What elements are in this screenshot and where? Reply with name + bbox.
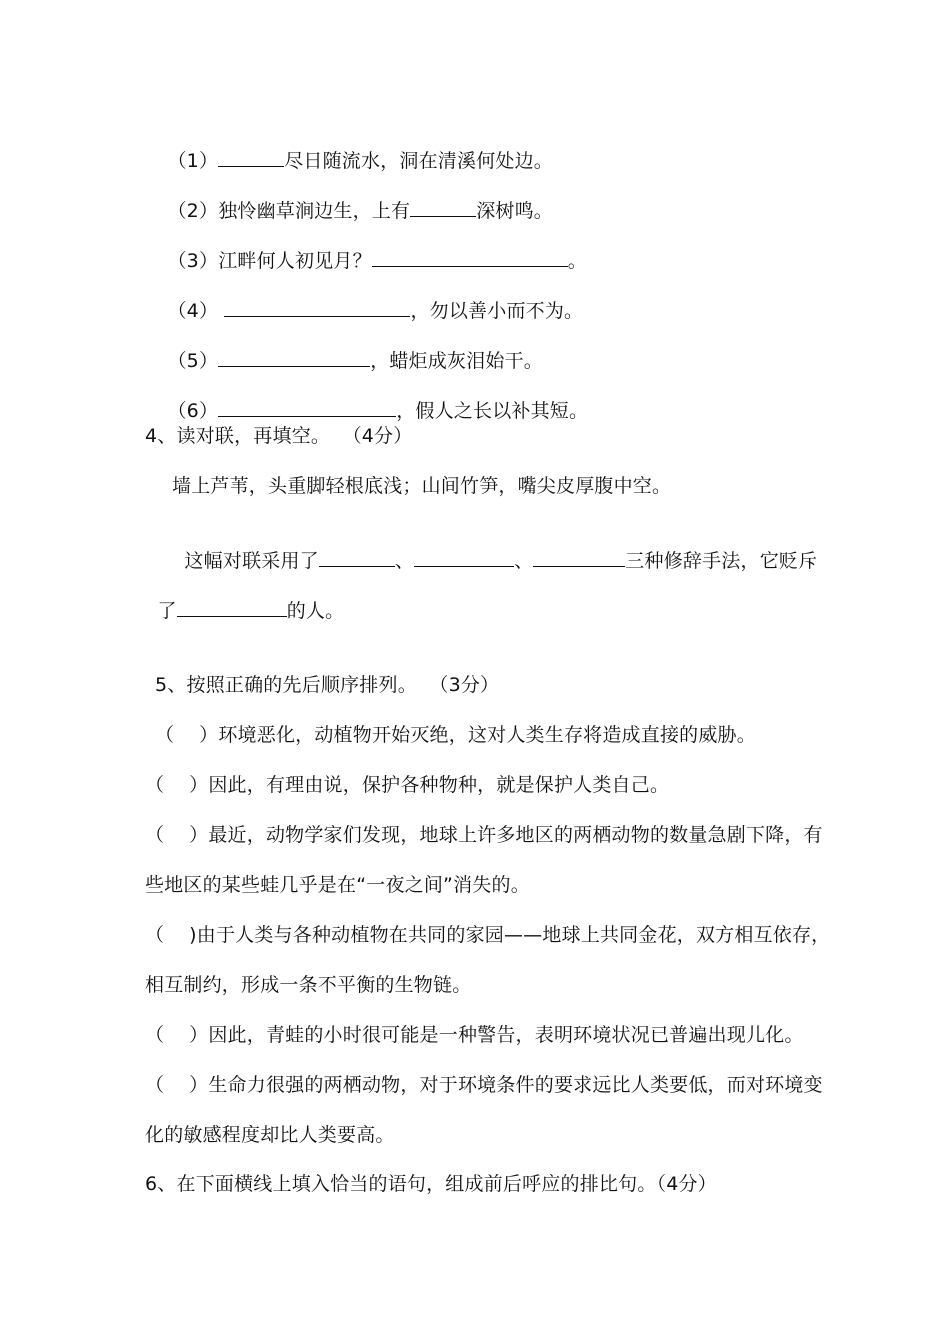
separator: 、: [514, 550, 534, 572]
poem-number: （3）: [167, 250, 219, 272]
answer-blank[interactable]: [218, 398, 396, 417]
couplet-question-line-1: [172, 524, 817, 573]
poem-text: 独怜幽草涧边生，上有: [218, 200, 411, 222]
poem-number: （5）: [167, 350, 219, 372]
question-6-title: 6、在下面横线上填入恰当的语句，组成前后呼应的排比句。（4分）: [145, 1173, 717, 1195]
poem-text: ，勿以善小而不为。: [410, 300, 584, 322]
order-item-6: （ ）生命力很强的两栖动物，对于环境条件的要求远比人类要低，而对环境变: [145, 1074, 823, 1096]
order-item-3: （ ）最近，动物学家们发现，地球上许多地区的两栖动物的数量急剧下降，有: [145, 824, 823, 846]
poem-line-4: [155, 274, 583, 323]
poem-number: （1）: [167, 150, 219, 172]
poem-text: 。: [567, 250, 587, 272]
poem-text: 深树鸣。: [476, 200, 554, 222]
answer-blank[interactable]: [319, 548, 395, 567]
question-text: 了: [157, 600, 177, 622]
answer-blank[interactable]: [414, 548, 514, 567]
question-text: 这幅对联采用了: [184, 550, 319, 572]
order-item-3-continued: 些地区的某些蛙几乎是在“一夜之间”消失的。: [145, 874, 530, 896]
poem-number: （6）: [167, 400, 219, 422]
question-5-title: 5、按照正确的先后顺序排列。 （3分）: [155, 674, 500, 696]
poem-line-3: [155, 224, 587, 273]
answer-blank[interactable]: [224, 298, 410, 317]
order-item-6-continued: 化的敏感程度却比人类要高。: [145, 1124, 395, 1146]
answer-blank[interactable]: [177, 598, 287, 617]
poem-line-5: [155, 324, 543, 373]
poem-number: （4）: [167, 300, 219, 322]
poem-text: 江畔何人初见月？: [218, 250, 372, 272]
couplet-question-line-2: [145, 574, 344, 623]
order-item-4: （ )由于人类与各种动植物在共同的家园——地球上共同金花，双方相互依存，: [145, 924, 831, 946]
answer-blank[interactable]: [218, 148, 284, 167]
question-text: 的人。: [286, 600, 345, 622]
poem-line-2: [155, 174, 553, 223]
poem-line-6: [155, 374, 588, 423]
order-item-1: （ ）环境恶化，动植物开始灭绝，这对人类生存将造成直接的威胁。: [155, 724, 756, 746]
poem-line-1: [155, 124, 553, 173]
answer-blank[interactable]: [372, 248, 568, 267]
answer-blank[interactable]: [533, 548, 625, 567]
question-4-title: 4、读对联，再填空。 （4分）: [145, 425, 413, 447]
couplet-text: 墙上芦苇，头重脚轻根底浅；山间竹笋，嘴尖皮厚腹中空。: [172, 475, 672, 497]
order-item-5: （ ）因此，青蛙的小时很可能是一种警告，表明环境状况已普遍出现儿化。: [145, 1024, 804, 1046]
poem-text: 尽日随流水，洞在清溪何处边。: [284, 150, 553, 172]
separator: 、: [394, 550, 415, 572]
answer-blank[interactable]: [410, 198, 476, 217]
poem-text: ，假人之长以补其短。: [396, 400, 589, 422]
order-item-2: （ ）因此，有理由说，保护各种物种，就是保护人类自己。: [145, 774, 670, 796]
poem-number: （2）: [167, 200, 219, 222]
poem-text: ，蜡炬成灰泪始干。: [370, 350, 543, 372]
answer-blank[interactable]: [218, 348, 370, 367]
order-item-4-continued: 相互制约，形成一条不平衡的生物链。: [145, 974, 472, 996]
question-text: 三种修辞手法，它贬斥: [625, 550, 818, 572]
